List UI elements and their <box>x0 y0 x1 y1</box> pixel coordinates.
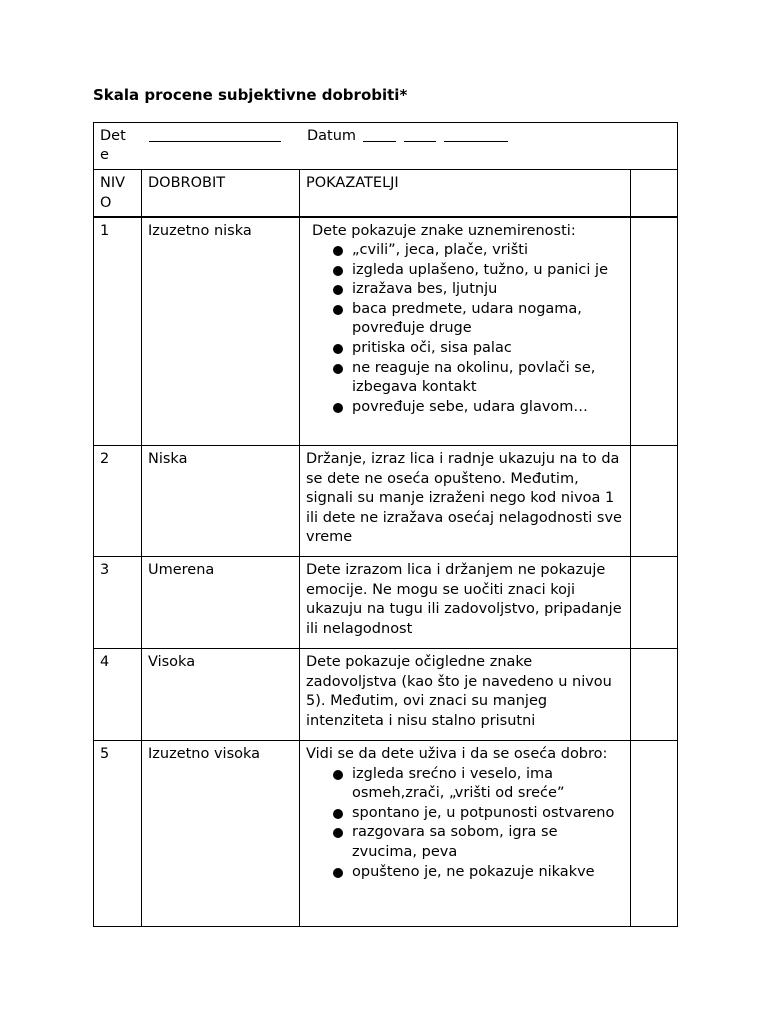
table-row <box>94 217 678 446</box>
date-year-field[interactable] <box>444 141 508 142</box>
mark-cell[interactable] <box>631 217 678 446</box>
list-item: „cvili”, jeca, plače, vrišti <box>330 241 624 261</box>
list-item: opušteno je, ne pokazuje nikakve <box>330 863 624 883</box>
indicators-cell <box>300 741 631 927</box>
header-row <box>94 123 678 170</box>
indicators-intro: Vidi se da dete uživa i da se oseća dobro: <box>306 746 608 762</box>
level-number: 4 <box>94 649 142 741</box>
level-name: Umerena <box>142 557 300 649</box>
child-date-cell <box>94 123 678 170</box>
page-title: Skala procene subjektivne dobrobiti* <box>93 86 408 104</box>
column-header-nivo: NIVO <box>94 170 142 217</box>
list-item: izgleda uplašeno, tužno, u panici je <box>330 261 624 281</box>
mark-cell[interactable] <box>631 557 678 649</box>
column-header-row <box>94 170 678 217</box>
table-row <box>94 741 678 927</box>
level-number: 3 <box>94 557 142 649</box>
list-item: ne reaguje na okolinu, povlači se, izbegava kontakt <box>330 359 624 398</box>
level-number: 5 <box>94 741 142 927</box>
date-month-field[interactable] <box>404 141 436 142</box>
table-row <box>94 557 678 649</box>
list-item: povređuje sebe, udara glavom… <box>330 398 624 418</box>
level-number: 1 <box>94 217 142 446</box>
list-item: izgleda srećno i veselo, ima osmeh,zrači, „vrišti od sreće” <box>330 765 624 804</box>
date-day-field[interactable] <box>363 141 396 142</box>
level-name: Niska <box>142 446 300 557</box>
mark-column-header <box>631 170 678 217</box>
table-row <box>94 446 678 557</box>
level-name: Visoka <box>142 649 300 741</box>
indicators-cell <box>300 217 631 446</box>
child-name-field[interactable] <box>149 141 281 142</box>
list-item: baca predmete, udara nogama, povređuje druge <box>330 300 624 339</box>
list-item: pritiska oči, sisa palac <box>330 339 624 359</box>
indicators-cell: Dete pokazuje očigledne znake zadovoljstva (kao što je navedeno u nivou 5). Međutim, ovi znaci su manjeg intenziteta i nisu stalno prisutni <box>300 649 631 741</box>
level-name: Izuzetno niska <box>142 217 300 446</box>
indicators-list <box>306 241 624 417</box>
column-header-dobrobit: DOBROBIT <box>142 170 300 217</box>
mark-cell[interactable] <box>631 741 678 927</box>
level-name: Izuzetno visoka <box>142 741 300 927</box>
level-number: 2 <box>94 446 142 557</box>
list-item: spontano je, u potpunosti ostvareno <box>330 804 624 824</box>
list-item: razgovara sa sobom, igra se zvucima, peva <box>330 823 624 862</box>
date-label: Datum <box>307 128 357 144</box>
mark-cell[interactable] <box>631 649 678 741</box>
indicators-cell: Držanje, izraz lica i radnje ukazuju na to da se dete ne oseća opušteno. Međutim, signali su manje izraženi nego kod nivoa 1 ili dete ne izražava osećaj nelagodnosti sve vreme <box>300 446 631 557</box>
list-item: izražava bes, ljutnju <box>330 280 624 300</box>
table-row <box>94 649 678 741</box>
indicators-cell: Dete izrazom lica i držanjem ne pokazuje emocije. Ne mogu se uočiti znaci koji ukazuju na tugu ili zadovoljstvo, pripadanje ili nelagodnost <box>300 557 631 649</box>
indicators-list <box>306 765 624 883</box>
child-label: Dete <box>100 128 126 163</box>
indicators-intro: Dete pokazuje znake uznemirenosti: <box>312 222 576 239</box>
mark-cell[interactable] <box>631 446 678 557</box>
column-header-pokazatelji: POKAZATELJI <box>300 170 631 217</box>
wellbeing-scale-table <box>93 122 678 927</box>
